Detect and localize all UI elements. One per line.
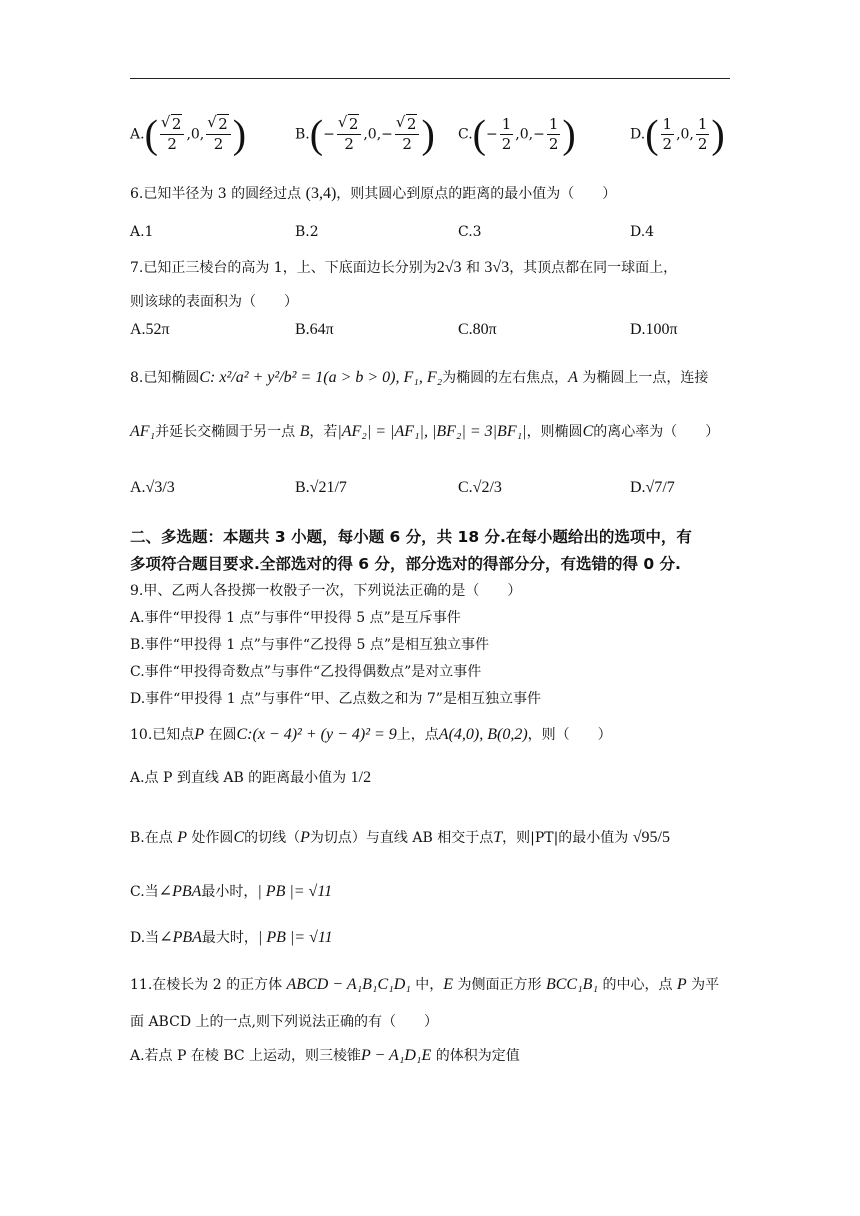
q8-option-b: B.√21/7: [295, 479, 347, 496]
q11-option-a: A.若点 P 在棱 BC 上运动，则三棱锥P − A₁D₁E 的体积为定值: [130, 1047, 520, 1064]
q5-option-b: B.(− √ $\frac{2}{2}$ ,0,− √ $\frac{2}{2}$ ): [295, 115, 435, 154]
q6-option-b: B.2: [295, 224, 319, 240]
q7-stem: 7.已知正三棱台的高为 1，上、下底面边长分别为2√3 和 3√3，其顶点都在同一球面上，: [130, 259, 678, 276]
q7-option-a: A.52π: [130, 321, 170, 338]
section2-heading-line2: 多项符合题目要求.全部选对的得 6 分，部分选对的得部分分，有选错的得 0 分.: [130, 555, 681, 573]
q6-stem: 6.已知半径为 3 的圆经过点 (3,4)，则其圆心到原点的距离的最小值为（ ）: [130, 185, 617, 202]
q8-stem-line2: AF₁并延长交椭圆于另一点 B，若|AF₂| = |AF₁|, |BF₂| = 3|BF₁|，则椭圆C的离心率为（ ）: [130, 423, 720, 440]
q7-option-d: D.100π: [630, 321, 678, 338]
q11-stem: 11.在棱长为 2 的正方体 ABCD − A₁B₁C₁D₁ 中，E 为侧面正方形 BCC₁B₁ 的中心，点 P 为平: [130, 976, 720, 993]
section2-heading-line1: 二、多选题：本题共 3 小题，每小题 6 分，共 18 分.在每小题给出的选项中，有: [130, 528, 692, 546]
q7-option-c: C.80π: [458, 321, 497, 338]
q10-option-b: B.在点 P 处作圆C的切线（P为切点）与直线 AB 相交于点T，则|PT|的最小值为 √95/5: [130, 829, 670, 846]
q6-option-d: D.4: [630, 224, 655, 240]
q8-stem: 8.已知椭圆C: x²/a² + y²/b² = 1(a > b > 0), F₁, F₂为椭圆的左右焦点，A 为椭圆上一点，连接: [130, 369, 709, 386]
header-rule: [130, 78, 730, 79]
q7-option-b: B.64π: [295, 321, 334, 338]
q10-stem: 10.已知点P 在圆C:(x − 4)² + (y − 4)² = 9上，点A(4,0), B(0,2)，则（ ）: [130, 726, 612, 743]
q9-option-d: D.事件“甲投得 1 点”与事件“甲、乙点数之和为 7”是相互独立事件: [130, 691, 541, 707]
q5-option-d: D.( $\frac{1}{2}$ ,0, $\frac{1}{2}$ ): [630, 111, 725, 157]
q6-option-c: C.3: [458, 224, 482, 240]
q8-option-d: D.√7/7: [630, 479, 675, 496]
q9-option-c: C.事件“甲投得奇数点”与事件“乙投得偶数点”是对立事件: [130, 664, 482, 680]
q11-stem-line2: 面 ABCD 上的一点,则下列说法正确的有（ ）: [130, 1014, 438, 1030]
q5-option-a: A.( √ $\frac{2}{2}$ ,0, √ $\frac{2}{2}$ ): [130, 115, 246, 154]
q8-option-c: C.√2/3: [458, 479, 502, 496]
q6-option-a: A.1: [130, 224, 154, 240]
q10-option-c: C.当∠PBA最小时，| PB |= √11: [130, 883, 333, 900]
q10-option-d: D.当∠PBA最大时，| PB |= √11: [130, 929, 333, 946]
q9-stem: 9.甲、乙两人各投掷一枚骰子一次，下列说法正确的是（ ）: [130, 583, 522, 599]
q5-option-c: C.(− $\frac{1}{2}$ ,0,− $\frac{1}{2}$ ): [458, 111, 576, 157]
q10-option-a: A.点 P 到直线 AB 的距离最小值为 1/2: [130, 769, 372, 786]
q8-option-a: A.√3/3: [130, 479, 175, 496]
q9-option-b: B.事件“甲投得 1 点”与事件“乙投得 5 点”是相互独立事件: [130, 637, 489, 653]
q7-stem-line2: 则该球的表面积为（ ）: [130, 294, 298, 310]
q9-option-a: A.事件“甲投得 1 点”与事件“甲投得 5 点”是互斥事件: [130, 610, 461, 626]
